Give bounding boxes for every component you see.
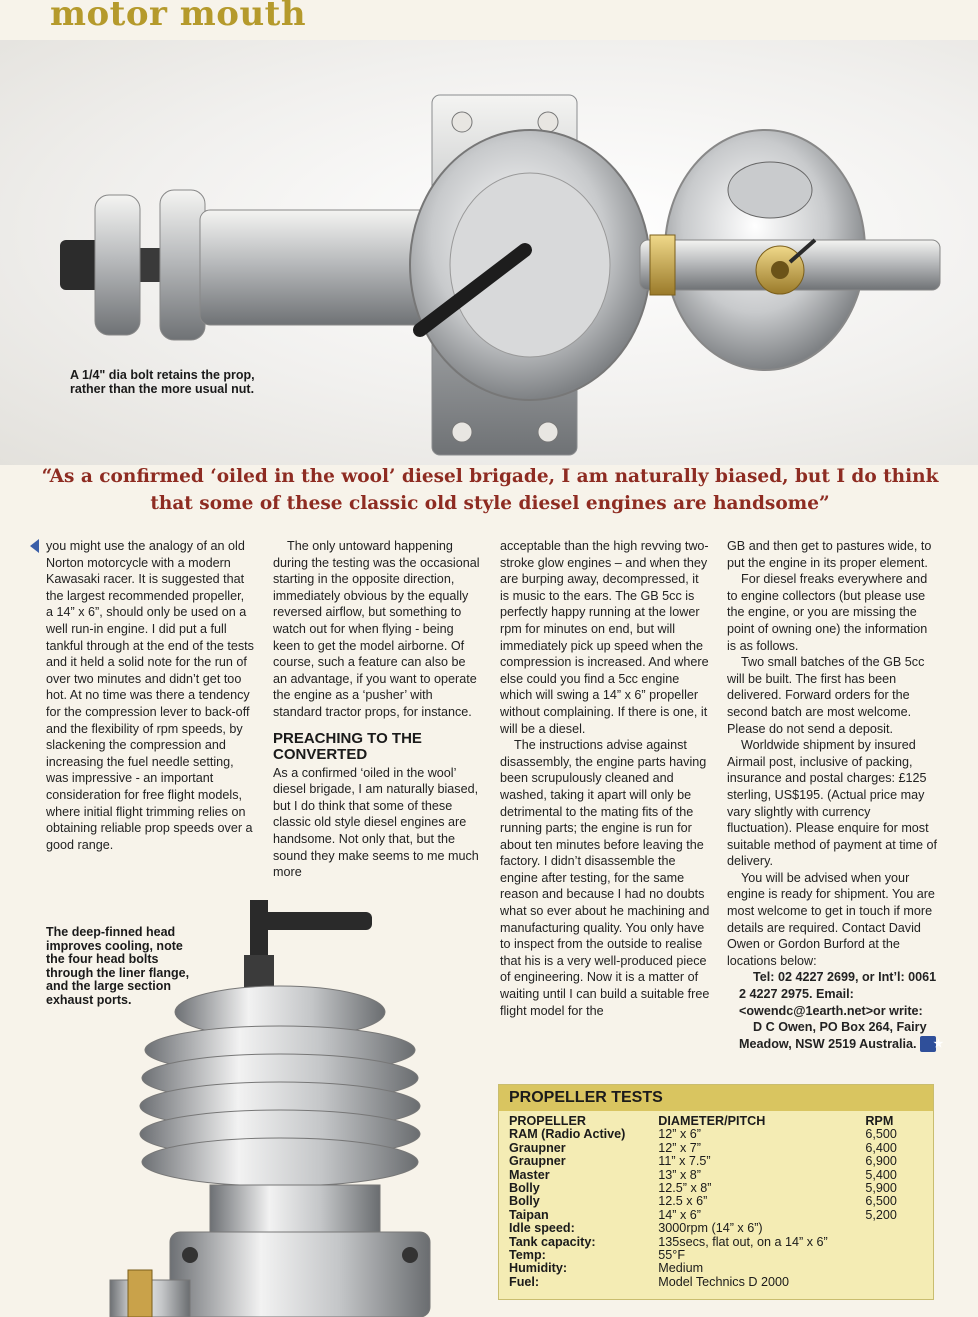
bottom-photo-caption: The deep-finned head improves cooling, note the four head bolts through the liner flange, and the large section exhaust ports.: [46, 925, 190, 1007]
propeller-cell: Taipan: [509, 1207, 549, 1222]
article-column-4: [727, 538, 944, 1052]
column-header: RPM: [865, 1114, 894, 1128]
rpm-cell: 5,900: [865, 1181, 897, 1196]
spec-value: Model Technics D 2000: [658, 1274, 789, 1289]
diameter-pitch-cell: 12” x 6”: [658, 1127, 701, 1142]
column-header: DIAMETER/PITCH: [658, 1114, 766, 1128]
rpm-cell: 6,400: [865, 1140, 897, 1155]
paragraph: you might use the analogy of an old Norton motorcycle with a modern Kawasaki racer. It is suggested that the largest recommended propeller, a 14” x 6”, should only be used on a well run-in engine. I did put a full tankful through at the end of the tests and it held a solid note for the run of over two minutes and didn’t get too hot. At no time was there a tendency for the compression lever to back-off and the flexibility of rpm speeds, by slackening the compression and increasing the fuel needle setting, was impressive - an important consideration for free flight models, where initial flight trimming relies on obtaining reliable prop speeds over a good range.: [46, 539, 254, 852]
propeller-cell: Master: [509, 1167, 550, 1182]
propeller-tests-box: [498, 1084, 934, 1300]
diameter-pitch-cell: 14” x 6”: [658, 1207, 701, 1222]
rpm-cell: 5,200: [865, 1207, 897, 1222]
spec-value: 135secs, flat out, on a 14” x 6”: [658, 1234, 828, 1249]
article-subhead: PREACHING TO THE CONVERTED: [273, 729, 422, 763]
table-header-row: [499, 1115, 933, 1128]
address-text: D C Owen, PO Box 264, Fairy Meadow, NSW 2519 Australia.: [739, 1020, 927, 1051]
spec-value: 55°F: [658, 1248, 686, 1263]
engine-side-illustration: [0, 40, 978, 465]
article-column-1: [46, 538, 254, 853]
paragraph: For diesel freaks everywhere and to engine collectors (but please use the engine, or you are missing the point of owning one) the information is as follows.: [727, 572, 928, 653]
spec-row: [499, 1249, 933, 1262]
propeller-cell: Bolly: [509, 1181, 540, 1196]
paragraph: The instructions advise against disassembly, the engine parts having been scrupulously cleaned and washed, taking it apart will only be detrimental to the mating fits of the running parts; the engine is run for about ten minutes before leaving the factory. I didn’t disassemble the engine after testing, for the same reason and because I had no doubts what so ever about he machining and manufacturing quality. You only have to inspect from the outside to realise that his is a very well-produced piece of engineering. Now it is a matter of waiting until I can build a suitable free flight model for the: [500, 738, 710, 1018]
spec-row: [499, 1262, 933, 1275]
rpm-cell: 6,500: [865, 1127, 897, 1142]
diameter-pitch-cell: 12.5 x 6”: [658, 1194, 708, 1209]
spec-label: Idle speed:: [509, 1221, 575, 1236]
paragraph: acceptable than the high revving two-stroke glow engines – and when they are burping away, decompressed, it is music to the ears. The GB 5cc is perfectly happy running at the lower rpm for minutes on end, but will immediately pick up speed when the compression is increased. And where else could you find a 5cc engine which will swing a 14” x 6” propeller without complaining. If there is one, it will be a diesel.: [500, 539, 709, 736]
spec-value: Medium: [658, 1261, 704, 1276]
table-row: [499, 1182, 933, 1195]
rpm-cell: 6,900: [865, 1154, 897, 1169]
section-title: motor mouth: [50, 0, 307, 34]
paragraph: You will be advised when your engine is ready for shipment. You are most welcome to get in touch if more details are required. Contact David Owen or Gordon Burford at the locations below:: [727, 870, 935, 968]
table-row: [499, 1195, 933, 1208]
rpm-cell: 5,400: [865, 1167, 897, 1182]
end-star-icon: ★: [920, 1036, 936, 1052]
propeller-cell: Graupner: [509, 1154, 566, 1169]
contact-address: [727, 1019, 944, 1052]
paragraph: GB and then get to pastures wide, to put the engine in its proper element.: [727, 539, 932, 570]
paragraph: Two small batches of the GB 5cc will be built. The first has been delivered. Forward orders for the second batch are most welcome. Please do not send a deposit.: [727, 655, 925, 736]
paragraph: Worldwide shipment by insured Airmail post, inclusive of packing, insurance and postal charges: £125 sterling, US$195. (Actual price may vary slightly with currency fluctuation). Please enquire for most suitable method of payment at time of delivery.: [727, 738, 938, 869]
continuation-arrow-icon: [30, 539, 39, 553]
spec-value: 3000rpm (14” x 6”): [658, 1221, 763, 1236]
diameter-pitch-cell: 12” x 7”: [658, 1140, 701, 1155]
column-header: PROPELLER: [509, 1114, 586, 1128]
table-row: [499, 1169, 933, 1182]
propeller-cell: RAM (Radio Active): [509, 1127, 626, 1142]
propeller-cell: Graupner: [509, 1140, 566, 1155]
contact-telephone-email: Tel: 02 4227 2699, or Int’l: 0061 2 4227 2975. Email: <owendc@1earth.net>or write:: [739, 970, 937, 1018]
table-row: [499, 1155, 933, 1168]
pull-quote: “As a confirmed ‘oiled in the wool’ diesel brigade, I am naturally biased, but I do think that some of these classic old style diesel engines are handsome”: [41, 466, 939, 514]
spec-row: [499, 1222, 933, 1235]
diameter-pitch-cell: 12.5” x 8”: [658, 1181, 712, 1196]
diameter-pitch-cell: 13” x 8”: [658, 1167, 701, 1182]
spec-row: [499, 1276, 933, 1289]
table-row: [499, 1142, 933, 1155]
propeller-tests-table: [499, 1115, 933, 1289]
table-row: [499, 1128, 933, 1141]
spec-label: Fuel:: [509, 1274, 540, 1289]
article-column-3: [500, 538, 710, 1019]
rpm-cell: 6,500: [865, 1194, 897, 1209]
engine-side-photo: [0, 40, 978, 465]
propeller-cell: Bolly: [509, 1194, 540, 1209]
article-column-2: [273, 538, 483, 881]
spec-label: Humidity:: [509, 1261, 568, 1276]
spec-row: [499, 1236, 933, 1249]
top-photo-caption: A 1/4" dia bolt retains the prop, rather than the more usual nut.: [70, 368, 255, 396]
spec-label: Tank capacity:: [509, 1234, 596, 1249]
propeller-tests-title: PROPELLER TESTS: [499, 1085, 933, 1111]
paragraph: As a confirmed ‘oiled in the wool’ diesel brigade, I am naturally biased, but I do think that some of these classic old style diesel engines are handsome. Not only that, but the sound they make seems to me much more: [273, 765, 479, 880]
table-row: [499, 1209, 933, 1222]
paragraph: The only untoward happening during the testing was the occasional starting in the opposite direction, immediately obvious by the equally reversed airflow, but something to watch out for when flying - being keen to get the model airborne. Of course, such a feature can also be an advantage, if you want to operate the engine as a ‘pusher’ with standard tractor props, for instance.: [273, 539, 480, 719]
spec-label: Temp:: [509, 1248, 546, 1263]
diameter-pitch-cell: 11” x 7.5”: [658, 1154, 711, 1169]
